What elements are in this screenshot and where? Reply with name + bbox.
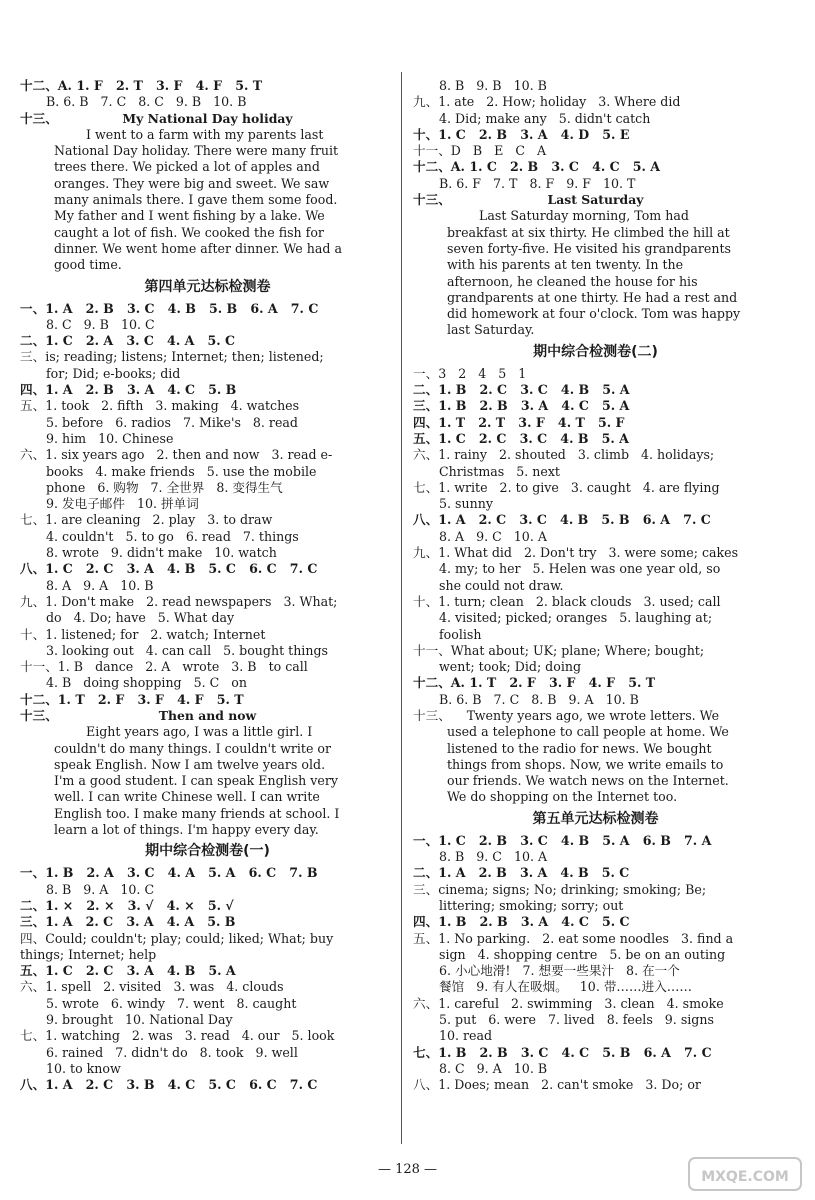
answer-line: 一、1. B 2. A 3. C 4. A 5. A 6. C 7. B xyxy=(20,865,318,881)
answer-line: 八、1. Does; mean 2. can't smoke 3. Do; or xyxy=(413,1077,701,1093)
answer-line: 九、1. What did 2. Don't try 3. were some; cakes xyxy=(413,545,739,561)
answer-line: 8. B 9. B 10. B xyxy=(439,78,547,93)
answer-line: 8. B 9. C 10. A xyxy=(439,849,548,865)
essay-line: last Saturday. xyxy=(447,322,535,338)
answer-line: 餐馆 9. 有人在吸烟。 10. 带……进入…… xyxy=(439,979,692,995)
answer-line: 六、1. spell 2. visited 3. was 4. clouds xyxy=(20,979,284,995)
answer-line: 七、1. are cleaning 2. play 3. to draw xyxy=(20,512,273,528)
answer-line: 六、1. rainy 2. shouted 3. climb 4. holidays; xyxy=(413,447,715,463)
essay-line: our friends. We watch news on the Internet. xyxy=(447,773,729,789)
answer-line: 五、1. No parking. 2. eat some noodles 3. find a xyxy=(413,930,734,946)
essay-line: good time. xyxy=(54,257,122,273)
essay-line: My father and I went fishing by a lake. We xyxy=(54,208,325,224)
answer-line: 八、1. C 2. C 3. A 4. B 5. C 6. C 7. C xyxy=(20,561,318,577)
right-column xyxy=(413,78,778,1094)
answer-line: 六、1. six years ago 2. then and now 3. read e- xyxy=(20,447,333,463)
essay-line: I went to a farm with my parents last xyxy=(86,126,324,142)
essay-line: with his parents at ten twenty. In the xyxy=(447,257,684,273)
answer-line: 6. rained 7. didn't do 8. took 9. well xyxy=(46,1044,298,1060)
answer-line: phone 6. 购物 7. 全世界 8. 变得生气 xyxy=(46,479,283,495)
answer-line: 十二、1. T 2. F 3. F 4. F 5. T xyxy=(20,691,244,707)
answer-line: 8. A 9. C 10. A xyxy=(439,528,547,544)
answer-line: 二、1. A 2. B 3. A 4. B 5. C xyxy=(413,865,630,881)
answer-line: 9. 发电子邮件 10. 拼单词 xyxy=(46,496,199,512)
answer-line: 十二、A. 1. T 2. F 3. F 4. F 5. T xyxy=(413,675,656,691)
answer-line: 一、1. C 2. B 3. C 4. B 5. A 6. B 7. A xyxy=(413,832,712,848)
answer-line: 5. wrote 6. windy 7. went 8. caught xyxy=(46,995,297,1011)
essay-line: well. I can write Chinese well. I can write xyxy=(54,789,320,805)
answer-line: 十一、D B E C A xyxy=(413,143,547,159)
answer-line: 三、cinema; signs; No; drinking; smoking; Be; xyxy=(413,881,707,897)
answer-line: B. 6. B 7. C 8. C 9. B 10. B xyxy=(46,94,247,110)
answer-line: 三、1. A 2. C 3. A 4. A 5. B xyxy=(20,914,236,930)
answer-line: things; Internet; help xyxy=(20,946,157,962)
essay-line: National Day holiday. There were many fruit xyxy=(54,143,339,159)
answer-line: 8. C 9. B 10. C xyxy=(46,316,155,332)
question-number: 十三、 xyxy=(20,110,58,126)
section-title: 第五单元达标检测卷 xyxy=(532,810,659,827)
page-number: — 128 — xyxy=(377,1162,438,1177)
essay-line: trees there. We picked a lot of apples and xyxy=(54,159,320,175)
answer-line: 10. read xyxy=(439,1028,493,1044)
left-column xyxy=(20,78,395,1094)
answer-line: went; took; Did; doing xyxy=(439,659,582,675)
essay-line: We do shopping on the Internet too. xyxy=(447,789,678,805)
answer-line: 四、Could; couldn't; play; could; liked; What; buy xyxy=(20,930,334,946)
essay-line: dinner. We went home after dinner. We had a xyxy=(54,240,342,256)
answer-line: sign 4. shopping centre 5. be on an outing xyxy=(439,946,726,962)
answer-line: 5. before 6. radios 7. Mike's 8. read xyxy=(46,414,298,430)
answer-line: 二、1. C 2. A 3. C 4. A 5. C xyxy=(20,333,236,349)
answer-line xyxy=(20,708,395,724)
answer-line: 十一、What about; UK; plane; Where; bought; xyxy=(413,642,705,658)
essay-line: I'm a good student. I can speak English very xyxy=(54,773,338,789)
answer-line: 五、1. C 2. C 3. C 4. B 5. A xyxy=(413,430,629,446)
answer-line: 三、1. B 2. B 3. A 4. C 5. A xyxy=(413,398,630,414)
essay-line: Last Saturday morning, Tom had xyxy=(479,208,689,224)
essay-line: 十三、 Twenty years ago, we wrote letters. We xyxy=(413,707,720,723)
answer-line: 七、1. B 2. B 3. C 4. C 5. B 6. A 7. C xyxy=(413,1044,712,1060)
section-title: 期中综合检测卷(一) xyxy=(145,843,270,860)
essay-line: speak English. Now I am twelve years old. xyxy=(54,756,326,772)
column-divider xyxy=(401,72,402,1144)
answer-line xyxy=(20,111,395,127)
answer-line: 9. him 10. Chinese xyxy=(46,430,174,446)
answer-line: 10. to know xyxy=(46,1060,121,1076)
essay-line: couldn't do many things. I couldn't write or xyxy=(54,740,332,756)
watermark-logo xyxy=(685,1154,805,1194)
answer-line: 十二、A. 1. C 2. B 3. C 4. C 5. A xyxy=(413,159,661,175)
answer-line: do 4. Do; have 5. What day xyxy=(46,610,235,626)
answer-line: 4. couldn't 5. to go 6. read 7. things xyxy=(46,528,299,544)
answer-line: 七、1. watching 2. was 3. read 4. our 5. look xyxy=(20,1028,335,1044)
answer-line: B. 6. F 7. T 8. F 9. F 10. T xyxy=(439,175,636,191)
answer-line: books 4. make friends 5. use the mobile xyxy=(46,463,317,479)
answer-line: B. 6. B 7. C 8. B 9. A 10. B xyxy=(439,691,639,707)
answer-line: 五、1. C 2. C 3. A 4. B 5. A xyxy=(20,963,236,979)
answer-line: 三、is; reading; listens; Internet; then; listened; xyxy=(20,349,324,365)
answer-line: 八、1. A 2. C 3. B 4. C 5. C 6. C 7. C xyxy=(20,1077,318,1093)
essay-line: Eight years ago, I was a little girl. I xyxy=(86,724,313,740)
answer-line: 九、1. ate 2. How; holiday 3. Where did xyxy=(413,94,681,110)
answer-line: 6. 小心地滑! 7. 想要一些果汁 8. 在一个 xyxy=(439,963,680,979)
essay-title: Then and now xyxy=(158,707,257,723)
answer-line: 二、1. × 2. × 3. √ 4. × 5. √ xyxy=(20,897,234,913)
answer-line: 十二、A. 1. F 2. T 3. F 4. F 5. T xyxy=(20,78,263,93)
answer-line: 8. B 9. A 10. C xyxy=(46,881,155,897)
answer-line: Christmas 5. next xyxy=(439,463,560,479)
section-title: 第四单元达标检测卷 xyxy=(144,278,271,295)
essay-line: oranges. They were big and sweet. We saw xyxy=(54,175,330,191)
section-title: 期中综合检测卷(二) xyxy=(533,343,658,360)
answer-line xyxy=(413,192,778,208)
answer-line: 9. brought 10. National Day xyxy=(46,1012,233,1028)
answer-line: 五、1. took 2. fifth 3. making 4. watches xyxy=(20,398,300,414)
answer-line: 一、1. A 2. B 3. C 4. B 5. B 6. A 7. C xyxy=(20,300,319,316)
essay-line: learn a lot of things. I'm happy every day. xyxy=(54,822,319,838)
answer-line: 一、3 2 4 5 1 xyxy=(413,365,527,381)
answer-line: 十、1. turn; clean 2. black clouds 3. used; call xyxy=(413,593,721,609)
answer-line: 六、1. careful 2. swimming 3. clean 4. smoke xyxy=(413,995,724,1011)
essay-line: things from shops. Now, we write emails to xyxy=(447,756,724,772)
answer-line: 4. my; to her 5. Helen was one year old, so xyxy=(439,561,721,577)
essay-line: listened to the radio for news. We bought xyxy=(447,740,712,756)
answer-line: 九、1. Don't make 2. read newspapers 3. What; xyxy=(20,593,338,609)
answer-line: 4. visited; picked; oranges 5. laughing at; xyxy=(439,610,713,626)
answer-line: 二、1. B 2. C 3. C 4. B 5. A xyxy=(413,382,630,398)
essay-line: breakfast at six thirty. He climbed the hill at xyxy=(447,224,730,240)
answer-line: 5. sunny xyxy=(439,496,493,512)
answer-line: littering; smoking; sorry; out xyxy=(439,897,624,913)
answer-line: 十、1. listened; for 2. watch; Internet xyxy=(20,626,266,642)
answer-line: 十、1. C 2. B 3. A 4. D 5. E xyxy=(413,126,630,142)
essay-line: caught a lot of fish. We cooked the fish for xyxy=(54,224,324,240)
svg-text:MXQE.COM: MXQE.COM xyxy=(701,1169,789,1185)
answer-line: for; Did; e-books; did xyxy=(46,365,181,381)
essay-line: did homework at four o'clock. Tom was happy xyxy=(447,306,741,322)
essay-line: seven forty-five. He visited his grandparents xyxy=(447,240,731,256)
answer-line: 十一、1. B dance 2. A wrote 3. B to call xyxy=(20,659,308,675)
answer-line: 8. A 9. A 10. B xyxy=(46,577,154,593)
essay-line: grandparents at one thirty. He had a rest and xyxy=(447,289,738,305)
answer-line: 四、1. T 2. T 3. F 4. T 5. F xyxy=(413,414,625,430)
answer-line: 5. put 6. were 7. lived 8. feels 9. signs xyxy=(439,1012,714,1028)
essay-line: English too. I make many friends at school. I xyxy=(54,805,340,821)
answer-line: 七、1. write 2. to give 3. caught 4. are flying xyxy=(413,479,720,495)
answer-line: 四、1. B 2. B 3. A 4. C 5. C xyxy=(413,914,630,930)
answer-line: 4. B doing shopping 5. C on xyxy=(46,675,247,691)
essay-line: afternoon, he cleaned the house for his xyxy=(447,273,698,289)
answer-line: 四、1. A 2. B 3. A 4. C 5. B xyxy=(20,382,237,398)
answer-line: 8. wrote 9. didn't make 10. watch xyxy=(46,545,277,561)
essay-title: My National Day holiday xyxy=(122,110,293,126)
question-number: 十三、 xyxy=(20,707,58,723)
answer-line: foolish xyxy=(439,626,482,642)
answer-line: 3. looking out 4. can call 5. bought things xyxy=(46,642,328,658)
answer-line: she could not draw. xyxy=(439,577,564,593)
answer-line: 4. Did; make any 5. didn't catch xyxy=(439,110,651,126)
essay-line: many animals there. I gave them some food. xyxy=(54,192,338,208)
essay-line: used a telephone to call people at home. We xyxy=(447,724,729,740)
essay-title: Last Saturday xyxy=(547,192,644,208)
question-number: 十三、 xyxy=(413,192,451,208)
answer-line: 八、1. A 2. C 3. C 4. B 5. B 6. A 7. C xyxy=(413,512,711,528)
answer-line: 8. C 9. A 10. B xyxy=(439,1060,548,1076)
